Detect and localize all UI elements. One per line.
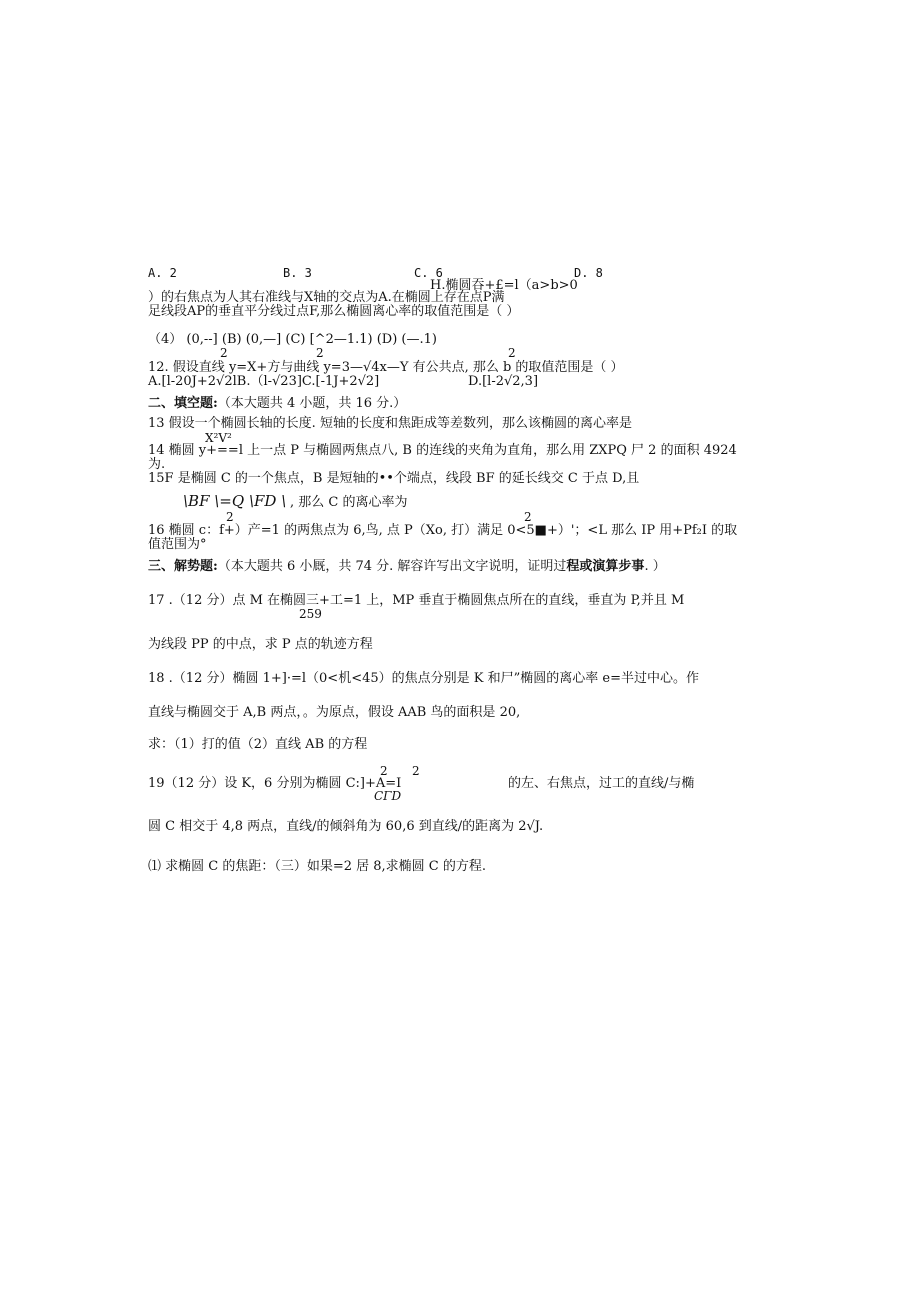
q17-line1: 17 .（12 分）点 M 在椭圆三+工=1 上，MP 垂直于椭圆焦点所在的直线，垂直为 P,并且 M [148,593,685,608]
q11-options: （4） (0,--] (B) (0,—] (C) [^2—1.1) (D) (—.1) [148,332,437,347]
section3-note: （本大题共 6 小厩，共 74 分. 解容许写出文字说明，证明过 [217,559,567,574]
q11-den-a: 2 [220,346,228,360]
q12-options-abc: A.[l-20J+2√2lB.（l-√23]C.[-1J+2√2] [148,374,380,389]
q11-den-d: 2 [508,346,516,360]
section3-heading [148,559,666,575]
section2-heading [148,396,406,412]
q11-line2: 足线段AP的垂直平分线过点F,那么椭圆离心率的取值范围是（ ） [148,304,520,319]
section3-end: . ） [644,559,666,574]
choice-a: A. 2 [148,266,177,280]
q17-line2: 为线段 PP 的中点，求 P 点的轨迹方程 [148,637,373,652]
q16-sup1: 2 [226,510,234,524]
q13: 13 假设一个椭圆长轴的长度. 短轴的长度和焦距成等差数列，那么该椭圆的离心率是 [148,416,632,431]
section3-bold-tail: 程或演算步事 [566,559,645,574]
q14-line1: 14 椭圆 y+==l 上一点 P 与椭圆两焦点八, B 的连线的夹角为直角，那么用 ZXPQ 尸 2 的面积 4924 [148,443,737,458]
q18-line3: 求：（1）打的值（2）直线 AB 的方程 [148,737,368,752]
q15-tail: , 那么 C 的离心率为 [290,495,408,510]
q19-sup1: 2 [380,764,388,778]
q18-line1: 18 .（12 分）椭圆 1+]·=l（0<机<45）的焦点分别是 K 和尸”椭圆的离心率 e=半过中心。作 [148,671,699,686]
q19-sup2: 2 [412,764,420,778]
q16-line1: 16 椭圆 c：f+）产=1 的两焦点为 6,鸟, 点 P（Xo, 打）满足 0<5■+）'；<L 那么 IP 用+Pf₂I 的取 [148,523,738,538]
q19-line2: 圆 C 相交于 4,8 两点，直线/的倾斜角为 60,6 到直线/的距离为 2√J. [148,819,544,834]
section2-title: 二、填空题: [148,396,218,411]
q16-line2: 值范围为° [148,537,207,552]
q17-sub: 259 [299,607,322,621]
choice-c: C. 6 [414,266,443,280]
choice-d: D. 8 [574,266,603,280]
q19-line3: ⑴ 求椭圆 C 的焦距：（三）如果=2 居 8,求椭圆 C 的方程. [148,859,487,874]
q14-superscript: X²V² [205,431,232,445]
q19-line1: 19（12 分）设 K，6 分别为椭圆 C:]+A=I [148,776,402,791]
q19-line1-tail: 的左、右焦点，过工的直线/与椭 [508,776,695,791]
q16-sup2: 2 [524,510,532,524]
choice-b: B. 3 [283,266,312,280]
section3-title: 三、解势题: [148,559,218,574]
q11-line1: ）的右焦点为人其右准线与X轴的交点为A.在椭圆上存在点P满 [148,290,505,305]
q11-header: H.椭圆吞+£=l（a>b>0 [430,278,578,293]
q11-den-b: 2 [316,346,324,360]
q14-line2: 为. [148,457,166,472]
q15-formula: \BF \=Q \FD \ [183,492,287,510]
section2-note: （本大题共 4 小题，共 16 分.） [217,396,407,411]
q12-option-d: D.[l-2√2,3] [468,374,539,389]
q19-sub: CΓD [374,789,402,803]
q15-line1: 15F 是椭圆 C 的一个焦点，B 是短轴的••个端点，线段 BF 的延长线交 C 于点 D,且 [148,471,640,486]
q18-line2: 直线与椭圆交于 A,B 两点，。为原点，假设 AAB 鸟的面积是 20, [148,705,521,720]
q12-line1: 12. 假设直线 y=X+方与曲线 y=3—√4x—Y 有公共点, 那么 b 的取值范围是（ ） [148,360,624,375]
